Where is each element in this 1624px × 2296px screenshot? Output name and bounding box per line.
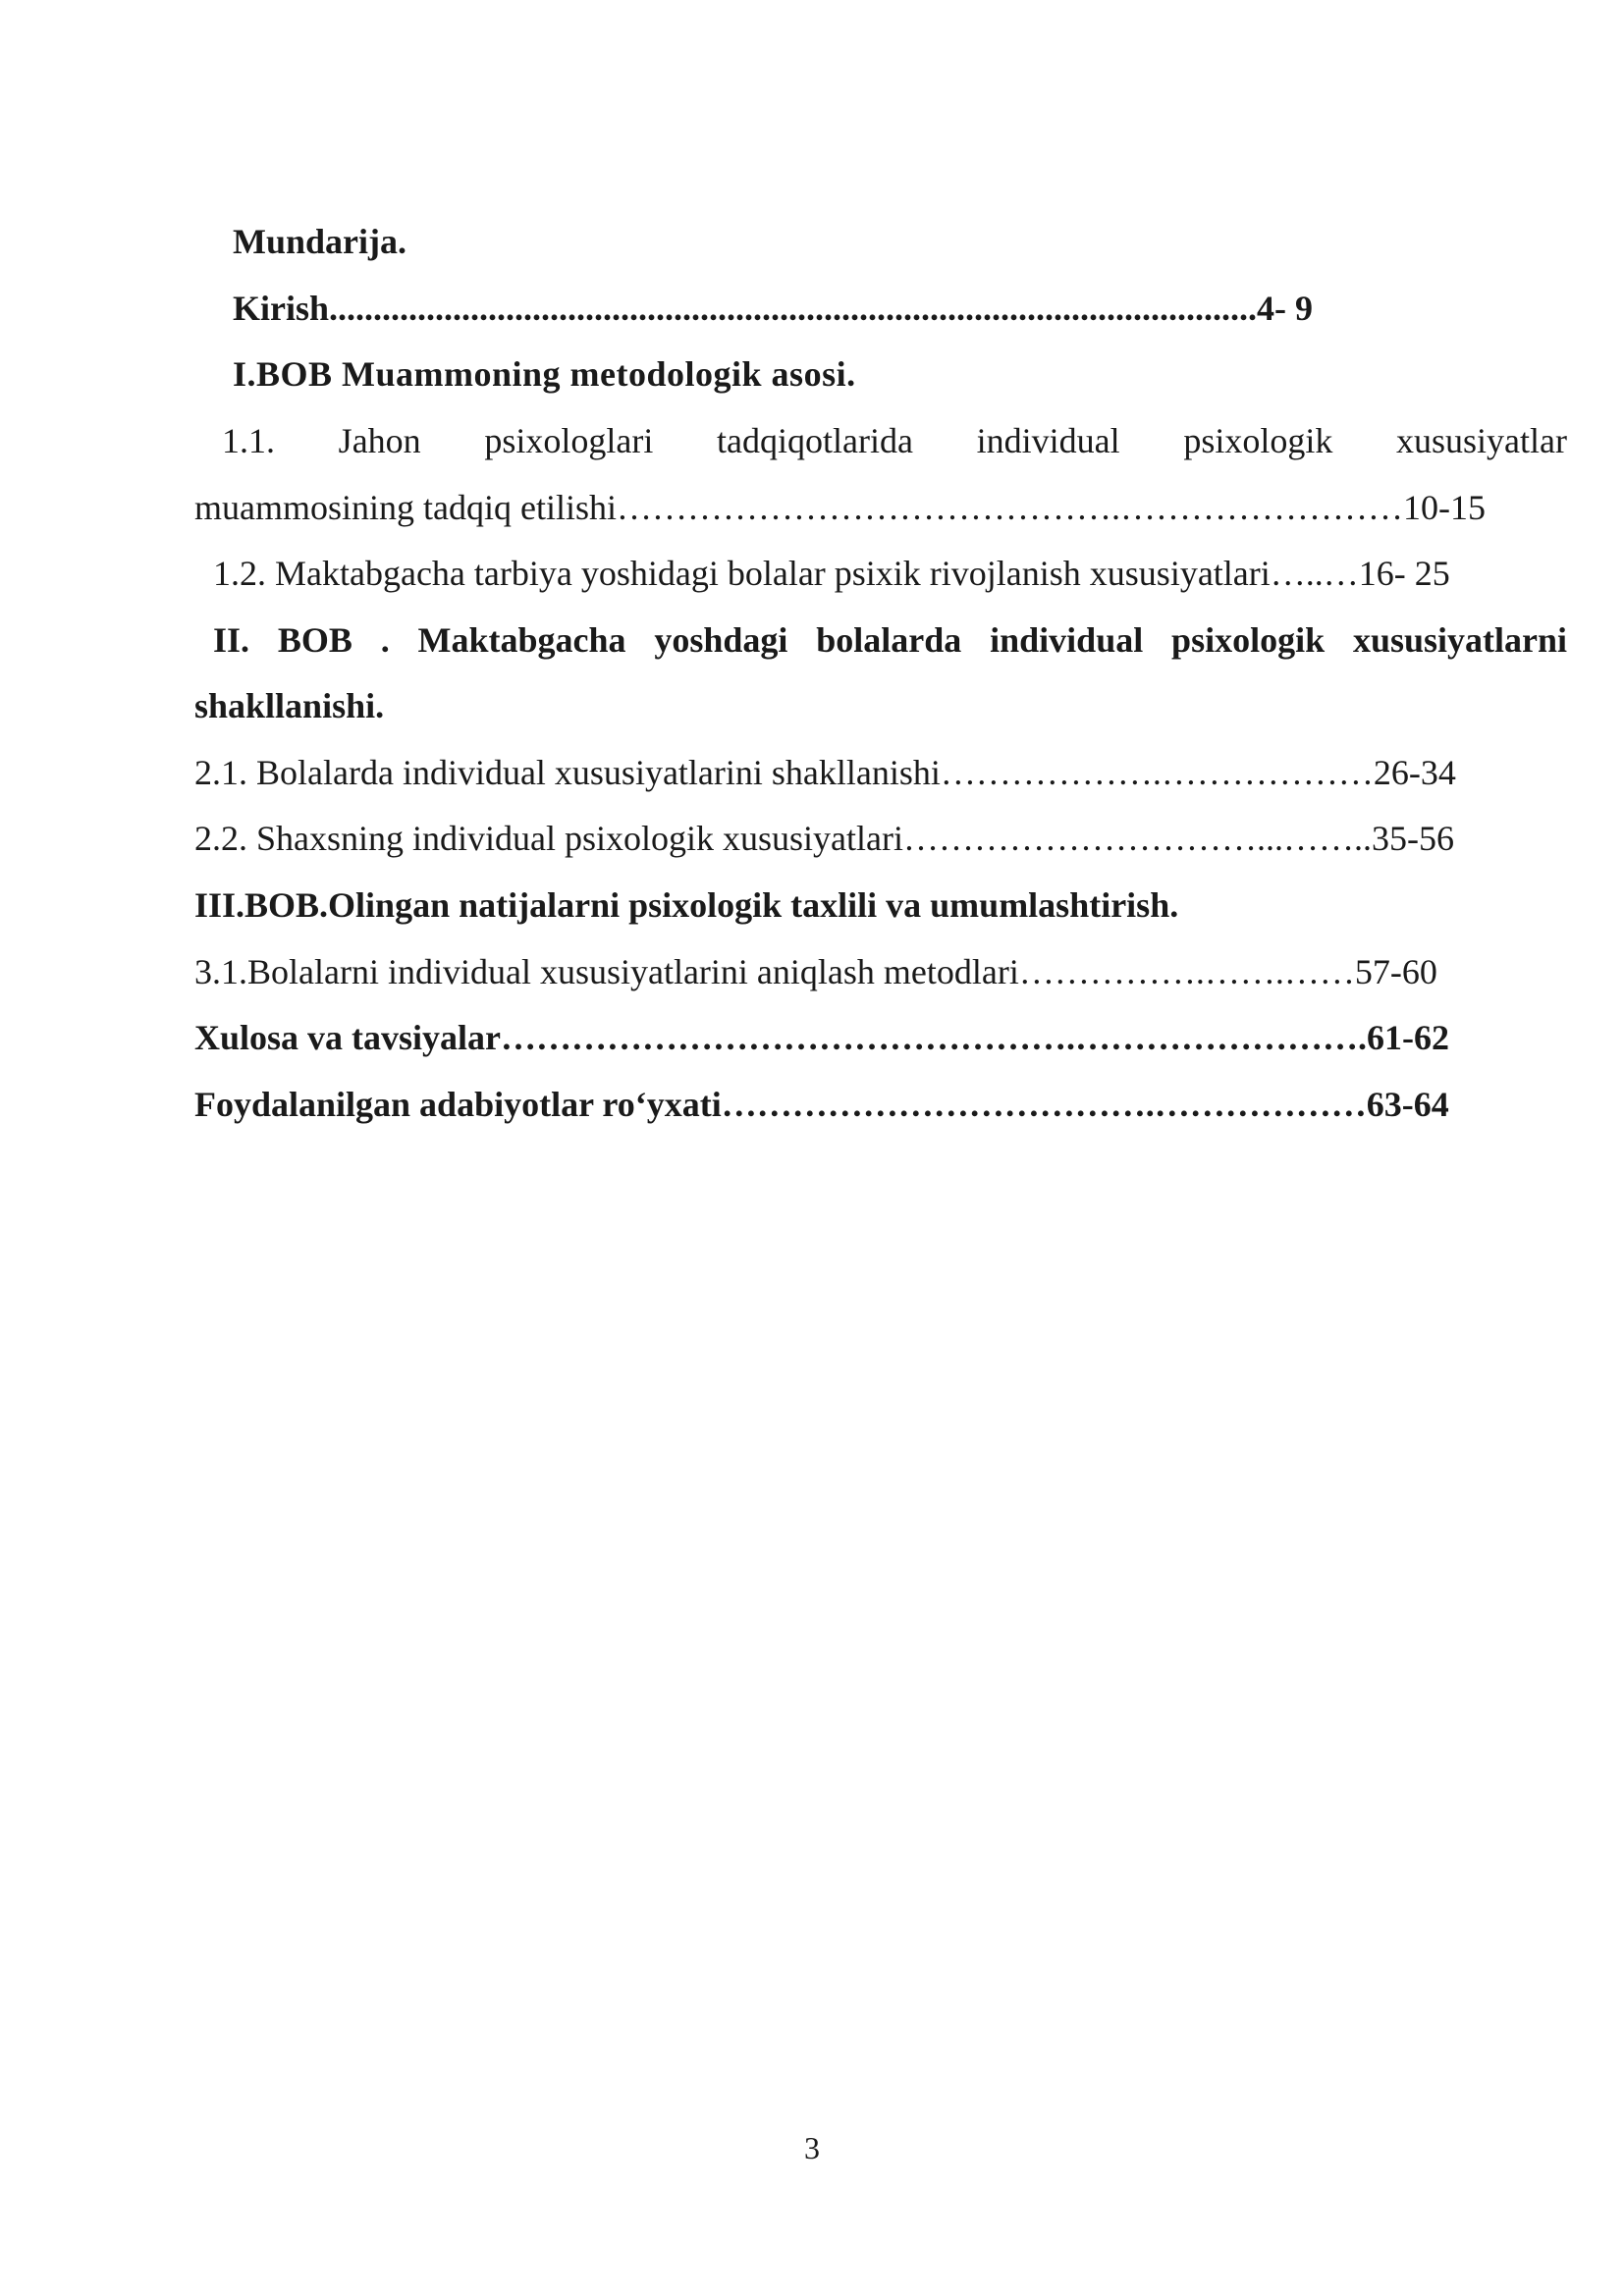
toc-entry-chapter-2-line-2: shakllanishi. bbox=[194, 686, 385, 725]
toc-entry-kirish: Kirish.........................................................................................................4- 9 bbox=[233, 289, 1314, 328]
toc-entry-3-1: 3.1.Bolalarni individual xususiyatlarini aniqlash metodlari…………….…….……57-60 bbox=[194, 952, 1437, 991]
toc-entry-1-1-line-2: muammosining tadqiq etilishi…………………………………….……………………10-15 bbox=[194, 488, 1486, 527]
toc-entry-2-1: 2.1. Bolalarda individual xususiyatlarini shakllanishi……………….………………26-34 bbox=[194, 753, 1456, 792]
toc-entry-chapter-3: III.BOB.Olingan natijalarni psixologik taxlili va umumlashtirish. bbox=[194, 885, 1179, 925]
toc-entry-1-2: 1.2. Maktabgacha tarbiya yoshidagi bolalar psixik rivojlanish xususiyatlari…..…16- 25 bbox=[213, 554, 1450, 593]
toc-entry-chapter-1: I.BOB Muammoning metodologik asosi. bbox=[233, 354, 856, 394]
toc-entry-adabiyotlar: Foydalanilgan adabiyotlar ro‘yxati……………………………….………………63-64 bbox=[194, 1085, 1449, 1124]
toc-entry-2-2: 2.2. Shaxsning individual psixologik xususiyatlari…………………………...……..35-56 bbox=[194, 819, 1454, 858]
toc-entry-1-1-line-1: 1.1. Jahon psixologlari tadqiqotlarida individual psixologik xususiyatlar bbox=[222, 421, 1567, 460]
toc-heading: Mundarija. bbox=[233, 222, 407, 261]
toc-entry-xulosa: Xulosa va tavsiyalar………………………………………….…………………….61-62 bbox=[194, 1018, 1449, 1057]
page-number: 3 bbox=[804, 2130, 820, 2165]
toc-entry-chapter-2-line-1: II. BOB . Maktabgacha yoshdagi bolalarda individual psixologik xususiyatlarni bbox=[213, 620, 1567, 660]
